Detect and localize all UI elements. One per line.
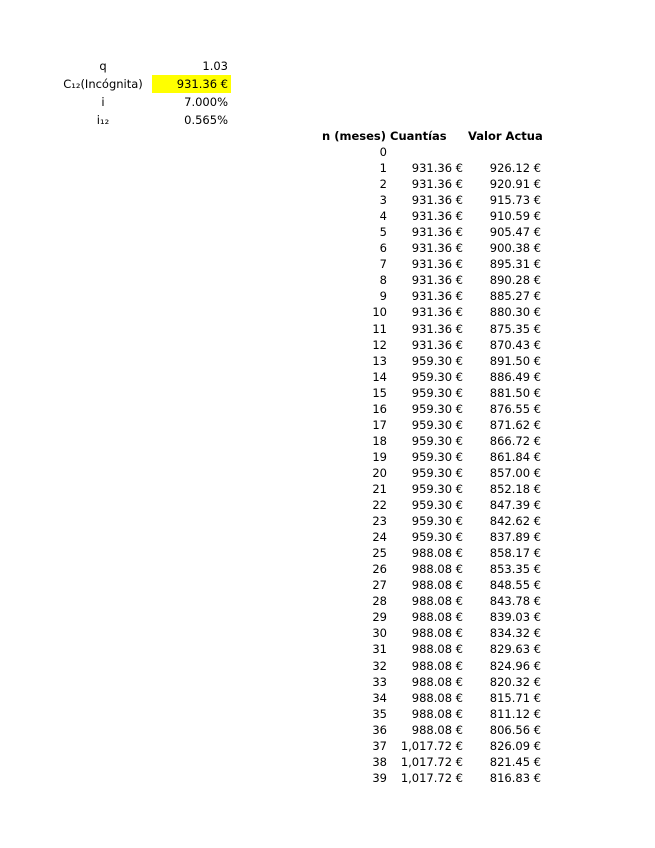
table-row bbox=[300, 529, 560, 545]
table-row bbox=[300, 561, 560, 577]
table-row bbox=[300, 609, 560, 625]
cell-cuantia[interactable]: 959.30 € bbox=[411, 385, 463, 400]
cell-n-meses[interactable]: 3 bbox=[379, 193, 387, 208]
cell-n-meses[interactable]: 6 bbox=[379, 241, 387, 256]
param-row-i12 bbox=[0, 111, 240, 129]
table-row bbox=[300, 706, 560, 722]
cell-cuantia[interactable]: 988.08 € bbox=[411, 578, 463, 593]
cell-valor-actual[interactable]: 847.39 € bbox=[489, 498, 541, 513]
table-row bbox=[300, 433, 560, 449]
cell-valor-actual[interactable]: 905.47 € bbox=[489, 225, 541, 240]
cell-cuantia[interactable]: 959.30 € bbox=[411, 465, 463, 480]
cell-cuantia[interactable]: 931.36 € bbox=[411, 289, 463, 304]
cell-n-meses[interactable]: 36 bbox=[372, 722, 387, 737]
cell-n-meses[interactable]: 37 bbox=[372, 738, 387, 753]
cell-n-meses[interactable]: 22 bbox=[372, 498, 387, 513]
cell-cuantia[interactable]: 931.36 € bbox=[411, 257, 463, 272]
cell-n-meses[interactable]: 26 bbox=[372, 562, 387, 577]
cell-n-meses[interactable]: 0 bbox=[379, 145, 387, 159]
cell-valor-actual[interactable]: 926.12 € bbox=[489, 161, 541, 176]
cell-n-meses[interactable]: 7 bbox=[379, 257, 387, 272]
cell-valor-actual[interactable]: 895.31 € bbox=[489, 257, 541, 272]
cell-n-meses[interactable]: 15 bbox=[372, 385, 387, 400]
cell-cuantia[interactable]: 988.08 € bbox=[411, 674, 463, 689]
table-row bbox=[300, 641, 560, 657]
cell-valor-actual[interactable]: 890.28 € bbox=[489, 273, 541, 288]
header-valor-actual: Valor Actua bbox=[468, 129, 543, 143]
table-row bbox=[300, 738, 560, 754]
cell-cuantia[interactable]: 988.08 € bbox=[411, 706, 463, 721]
cell-valor-actual[interactable]: 857.00 € bbox=[489, 465, 541, 480]
cell-n-meses[interactable]: 28 bbox=[372, 594, 387, 609]
cell-valor-actual[interactable]: 852.18 € bbox=[489, 481, 541, 496]
cell-valor-actual[interactable]: 829.63 € bbox=[489, 642, 541, 657]
table-row bbox=[300, 513, 560, 529]
cell-valor-actual[interactable]: 815.71 € bbox=[489, 690, 541, 705]
param-row-q bbox=[0, 57, 240, 75]
cell-cuantia[interactable]: 988.08 € bbox=[411, 546, 463, 561]
cell-n-meses[interactable]: 31 bbox=[372, 642, 387, 657]
cell-cuantia[interactable]: 959.30 € bbox=[411, 433, 463, 448]
table-row bbox=[300, 465, 560, 481]
cell-cuantia[interactable]: 959.30 € bbox=[411, 369, 463, 384]
cell-valor-actual[interactable]: 866.72 € bbox=[489, 433, 541, 448]
cell-n-meses[interactable]: 39 bbox=[372, 770, 387, 785]
param-label-i: i bbox=[101, 95, 105, 109]
cell-cuantia[interactable]: 988.08 € bbox=[411, 594, 463, 609]
table-row bbox=[300, 144, 560, 160]
table-row bbox=[300, 545, 560, 561]
cell-n-meses[interactable]: 34 bbox=[372, 690, 387, 705]
cell-valor-actual[interactable]: 910.59 € bbox=[489, 209, 541, 224]
cell-n-meses[interactable]: 10 bbox=[372, 305, 387, 320]
cell-cuantia[interactable]: 931.36 € bbox=[411, 225, 463, 240]
cell-valor-actual[interactable]: 880.30 € bbox=[489, 305, 541, 320]
cell-valor-actual[interactable]: 839.03 € bbox=[489, 610, 541, 625]
cell-cuantia[interactable]: 931.36 € bbox=[411, 273, 463, 288]
param-label-q: q bbox=[99, 59, 107, 73]
cell-valor-actual[interactable]: 826.09 € bbox=[489, 738, 541, 753]
cell-valor-actual[interactable]: 876.55 € bbox=[489, 401, 541, 416]
table-row bbox=[300, 304, 560, 320]
cell-n-meses[interactable]: 32 bbox=[372, 658, 387, 673]
param-value-i[interactable]: 7.000% bbox=[184, 95, 228, 109]
cell-n-meses[interactable]: 14 bbox=[372, 369, 387, 384]
param-label-c12: C₁₂(Incógnita) bbox=[63, 77, 143, 91]
cell-valor-actual[interactable]: 811.12 € bbox=[489, 706, 541, 721]
cell-valor-actual[interactable]: 885.27 € bbox=[489, 289, 541, 304]
cell-n-meses[interactable]: 21 bbox=[372, 481, 387, 496]
cell-valor-actual[interactable]: 816.83 € bbox=[489, 770, 541, 785]
cell-cuantia[interactable]: 931.36 € bbox=[411, 161, 463, 176]
table-row bbox=[300, 658, 560, 674]
table-row bbox=[300, 401, 560, 417]
cell-cuantia[interactable]: 931.36 € bbox=[411, 241, 463, 256]
cell-n-meses[interactable]: 11 bbox=[372, 321, 387, 336]
table-row bbox=[300, 674, 560, 690]
table-row bbox=[300, 256, 560, 272]
cell-cuantia[interactable]: 959.30 € bbox=[411, 530, 463, 545]
cell-valor-actual[interactable]: 891.50 € bbox=[489, 353, 541, 368]
cell-n-meses[interactable]: 9 bbox=[379, 289, 387, 304]
table-row bbox=[300, 625, 560, 641]
cell-valor-actual[interactable]: 881.50 € bbox=[489, 385, 541, 400]
cell-n-meses[interactable]: 2 bbox=[379, 177, 387, 192]
cell-n-meses[interactable]: 20 bbox=[372, 465, 387, 480]
table-row bbox=[300, 353, 560, 369]
cell-valor-actual[interactable]: 875.35 € bbox=[489, 321, 541, 336]
cell-n-meses[interactable]: 23 bbox=[372, 514, 387, 529]
cell-valor-actual[interactable]: 920.91 € bbox=[489, 177, 541, 192]
param-value-i12[interactable]: 0.565% bbox=[184, 113, 228, 127]
cell-n-meses[interactable]: 29 bbox=[372, 610, 387, 625]
table-row bbox=[300, 337, 560, 353]
cell-cuantia[interactable]: 988.08 € bbox=[411, 626, 463, 641]
cell-n-meses[interactable]: 1 bbox=[379, 161, 387, 176]
table-row bbox=[300, 369, 560, 385]
cell-n-meses[interactable]: 19 bbox=[372, 449, 387, 464]
table-row bbox=[300, 481, 560, 497]
cell-cuantia[interactable]: 931.36 € bbox=[411, 321, 463, 336]
cell-n-meses[interactable]: 33 bbox=[372, 674, 387, 689]
table-row bbox=[300, 160, 560, 176]
cell-valor-actual[interactable]: 821.45 € bbox=[489, 754, 541, 769]
param-row-c12 bbox=[0, 75, 240, 93]
cell-cuantia[interactable]: 959.30 € bbox=[411, 417, 463, 432]
cell-valor-actual[interactable]: 820.32 € bbox=[489, 674, 541, 689]
cell-cuantia[interactable]: 988.08 € bbox=[411, 562, 463, 577]
table-row bbox=[300, 593, 560, 609]
cell-valor-actual[interactable]: 900.38 € bbox=[489, 241, 541, 256]
table-row bbox=[300, 690, 560, 706]
cell-cuantia[interactable]: 988.08 € bbox=[411, 722, 463, 737]
cell-n-meses[interactable]: 18 bbox=[372, 433, 387, 448]
table-row bbox=[300, 176, 560, 192]
cell-cuantia[interactable]: 988.08 € bbox=[411, 658, 463, 673]
cell-cuantia[interactable]: 931.36 € bbox=[411, 337, 463, 352]
cell-n-meses[interactable]: 5 bbox=[379, 225, 387, 240]
table-row bbox=[300, 192, 560, 208]
cell-valor-actual[interactable]: 848.55 € bbox=[489, 578, 541, 593]
table-row bbox=[300, 288, 560, 304]
cell-cuantia[interactable]: 988.08 € bbox=[411, 642, 463, 657]
table-body bbox=[300, 144, 560, 786]
header-n-meses: n (meses) bbox=[322, 129, 386, 143]
cell-cuantia[interactable]: 1,017.72 € bbox=[400, 738, 463, 753]
cell-n-meses[interactable]: 30 bbox=[372, 626, 387, 641]
table-row bbox=[300, 497, 560, 513]
cell-n-meses[interactable]: 8 bbox=[379, 273, 387, 288]
parameters-block bbox=[0, 0, 655, 130]
cell-n-meses[interactable]: 16 bbox=[372, 401, 387, 416]
cell-n-meses[interactable]: 4 bbox=[379, 209, 387, 224]
param-value-q[interactable]: 1.03 bbox=[202, 59, 228, 73]
cell-cuantia[interactable]: 959.30 € bbox=[411, 481, 463, 496]
table-row bbox=[300, 577, 560, 593]
cell-valor-actual[interactable]: 824.96 € bbox=[489, 658, 541, 673]
cell-valor-actual[interactable]: 853.35 € bbox=[489, 562, 541, 577]
cell-valor-actual[interactable]: 870.43 € bbox=[489, 337, 541, 352]
cell-valor-actual[interactable]: 915.73 € bbox=[489, 193, 541, 208]
cell-cuantia[interactable]: 931.36 € bbox=[411, 177, 463, 192]
cell-n-meses[interactable]: 38 bbox=[372, 754, 387, 769]
table-row bbox=[300, 385, 560, 401]
cell-valor-actual[interactable]: 843.78 € bbox=[489, 594, 541, 609]
table-row bbox=[300, 272, 560, 288]
table-row bbox=[300, 417, 560, 433]
cell-cuantia[interactable]: 931.36 € bbox=[411, 209, 463, 224]
param-row-i bbox=[0, 93, 240, 111]
cell-valor-actual[interactable]: 842.62 € bbox=[489, 514, 541, 529]
cell-valor-actual[interactable]: 858.17 € bbox=[489, 546, 541, 561]
cell-cuantia[interactable]: 959.30 € bbox=[411, 353, 463, 368]
table-row bbox=[300, 754, 560, 770]
table-row bbox=[300, 240, 560, 256]
cell-cuantia[interactable]: 959.30 € bbox=[411, 401, 463, 416]
table-row bbox=[300, 722, 560, 738]
cell-cuantia[interactable]: 959.30 € bbox=[411, 449, 463, 464]
param-value-c12[interactable]: 931.36 € bbox=[152, 75, 231, 93]
cell-valor-actual[interactable]: 886.49 € bbox=[489, 369, 541, 384]
cell-n-meses[interactable]: 24 bbox=[372, 530, 387, 545]
table-row bbox=[300, 208, 560, 224]
cell-cuantia[interactable]: 1,017.72 € bbox=[400, 770, 463, 785]
cell-n-meses[interactable]: 13 bbox=[372, 353, 387, 368]
cell-valor-actual[interactable]: 861.84 € bbox=[489, 449, 541, 464]
table-row bbox=[300, 449, 560, 465]
cell-n-meses[interactable]: 35 bbox=[372, 706, 387, 721]
table-row bbox=[300, 224, 560, 240]
cell-n-meses[interactable]: 27 bbox=[372, 578, 387, 593]
cell-cuantia[interactable]: 931.36 € bbox=[411, 193, 463, 208]
table-row bbox=[300, 770, 560, 786]
cell-valor-actual[interactable]: 834.32 € bbox=[489, 626, 541, 641]
cell-valor-actual[interactable]: 806.56 € bbox=[489, 722, 541, 737]
cell-cuantia[interactable]: 988.08 € bbox=[411, 690, 463, 705]
param-label-i12: i₁₂ bbox=[96, 113, 110, 127]
cell-n-meses[interactable]: 17 bbox=[372, 417, 387, 432]
cell-cuantia[interactable]: 959.30 € bbox=[411, 498, 463, 513]
cell-cuantia[interactable]: 959.30 € bbox=[411, 514, 463, 529]
header-cuantias: Cuantías bbox=[390, 129, 447, 143]
cell-cuantia[interactable]: 1,017.72 € bbox=[400, 754, 463, 769]
cell-n-meses[interactable]: 12 bbox=[372, 337, 387, 352]
cell-valor-actual[interactable]: 837.89 € bbox=[489, 530, 541, 545]
cell-cuantia[interactable]: 931.36 € bbox=[411, 305, 463, 320]
table-row bbox=[300, 321, 560, 337]
cell-cuantia[interactable]: 988.08 € bbox=[411, 610, 463, 625]
cell-n-meses[interactable]: 25 bbox=[372, 546, 387, 561]
cell-valor-actual[interactable]: 871.62 € bbox=[489, 417, 541, 432]
